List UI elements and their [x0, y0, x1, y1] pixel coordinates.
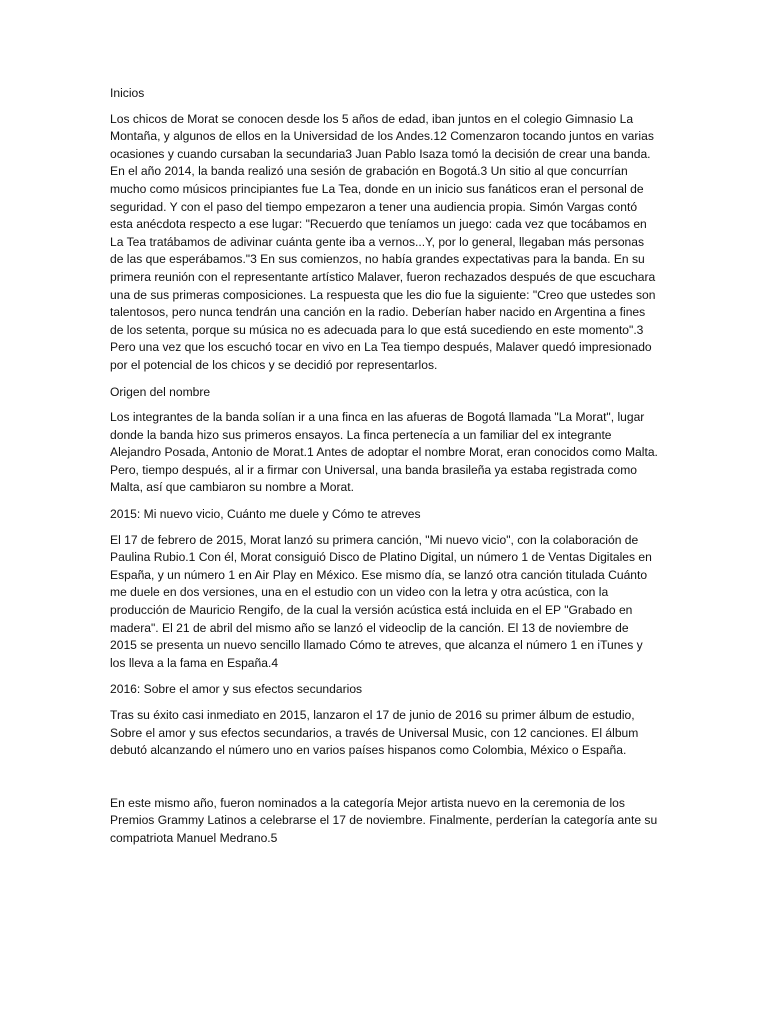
section-heading-2016: 2016: Sobre el amor y sus efectos secundarios — [110, 682, 363, 697]
section-heading-origen: Origen del nombre — [110, 384, 211, 399]
section-heading-inicios: Inicios — [110, 86, 145, 100]
section-heading-2015: 2015: Mi nuevo vicio, Cuánto me duele y Cómo te atreves — [110, 507, 421, 522]
paragraph-2015: El 17 de febrero de 2015, Morat lanzó su primera canción, "Mi nuevo vicio", con la colaboración de Paulina Rubio.1 Con él, Morat consiguió Disco de Platino Digital, un número 1 de Ventas Digitales en España, y un número 1 en Air Play en México. Ese mismo día, se lanzó otra canción titulada Cuánto me duele en dos versiones, una en el estudio con un video con la letra y otra acústica, con la producción de Mauricio Rengifo, de la cual la versión acústica está incluida en el EP "Grabado en madera". El 21 de abril del mismo año se lanzó el videoclip de la canción. El 13 de noviembre de 2015 se presenta un nuevo sencillo llamado Cómo te atreves, que alcanza el número 1 en iTunes y los lleva a la fama en España.4 — [110, 532, 652, 670]
paragraph-origen: Los integrantes de la banda solían ir a una finca en las afueras de Bogotá llamada "La Morat", lugar donde la banda hizo sus primeros ensayos. La finca pertenecía a un familiar del ex integrante Alejandro Posada, Antonio de Morat.1 Antes de adoptar el nombre Morat, eran conocidos como Malta. Pero, tiempo después, al ir a firmar con Universal, una banda brasileña ya estaba registrada como Malta, así que cambiaron su nombre a Morat. — [110, 410, 658, 495]
paragraph-2016-album: Tras su éxito casi inmediato en 2015, lanzaron el 17 de junio de 2016 su primer álbum de estudio, Sobre el amor y sus efectos secundarios, a través de Universal Music, con 12 canciones. El álbum debutó alcanzando el número uno en varios países hispanos como Colombia, México o España. — [110, 708, 639, 758]
paragraph-2016-grammy: En este mismo año, fueron nominados a la categoría Mejor artista nuevo en la ceremonia de los Premios Grammy Latinos a celebrarse el 17 de noviembre. Finalmente, perderían la categoría ante su compatriota Manuel Medrano.5 — [110, 795, 658, 845]
document-page — [110, 85, 658, 848]
paragraph-inicios: Los chicos de Morat se conocen desde los 5 años de edad, iban juntos en el colegio Gimnasio La Montaña, y algunos de ellos en la Universidad de los Andes.12 Comenzaron tocando juntos en varias ocasiones y cuando cursaban la secundaria3 Juan Pablo Isaza tomó la decisión de crear una banda. En el año 2014, la banda realizó una sesión de grabación en Bogotá.3 Un sitio al que concurrían mucho como músicos principiantes fue La Tea, donde en un inicio sus fanáticos eran el personal de seguridad. Y con el paso del tiempo empezaron a tener una audiencia propia. Simón Vargas contó esta anécdota respecto a ese lugar: "Recuerdo que teníamos un juego: cada vez que tocábamos en La Tea tratábamos de adivinar cuánta gente iba a vernos...Y, por lo general, llegaban más personas de las que esperábamos."3 En sus comienzos, no había grandes expectativas para la banda. En su primera reunión con el representante artístico Malaver, fueron rechazados después de que escuchara una de sus primeras composiciones. La respuesta que les dio fue la siguiente: "Creo que ustedes son talentosos, pero nunca tendrán una canción en la radio. Deberían haber nacido en Argentina a fines de los setenta, porque su música no es adecuada para lo que está sucediendo en este momento".3 Pero una vez que los escuchó tocar en vivo en La Tea tiempo después, Malaver quedó impresionado por el potencial de los chicos y se decidió por representarlos. — [110, 111, 656, 372]
